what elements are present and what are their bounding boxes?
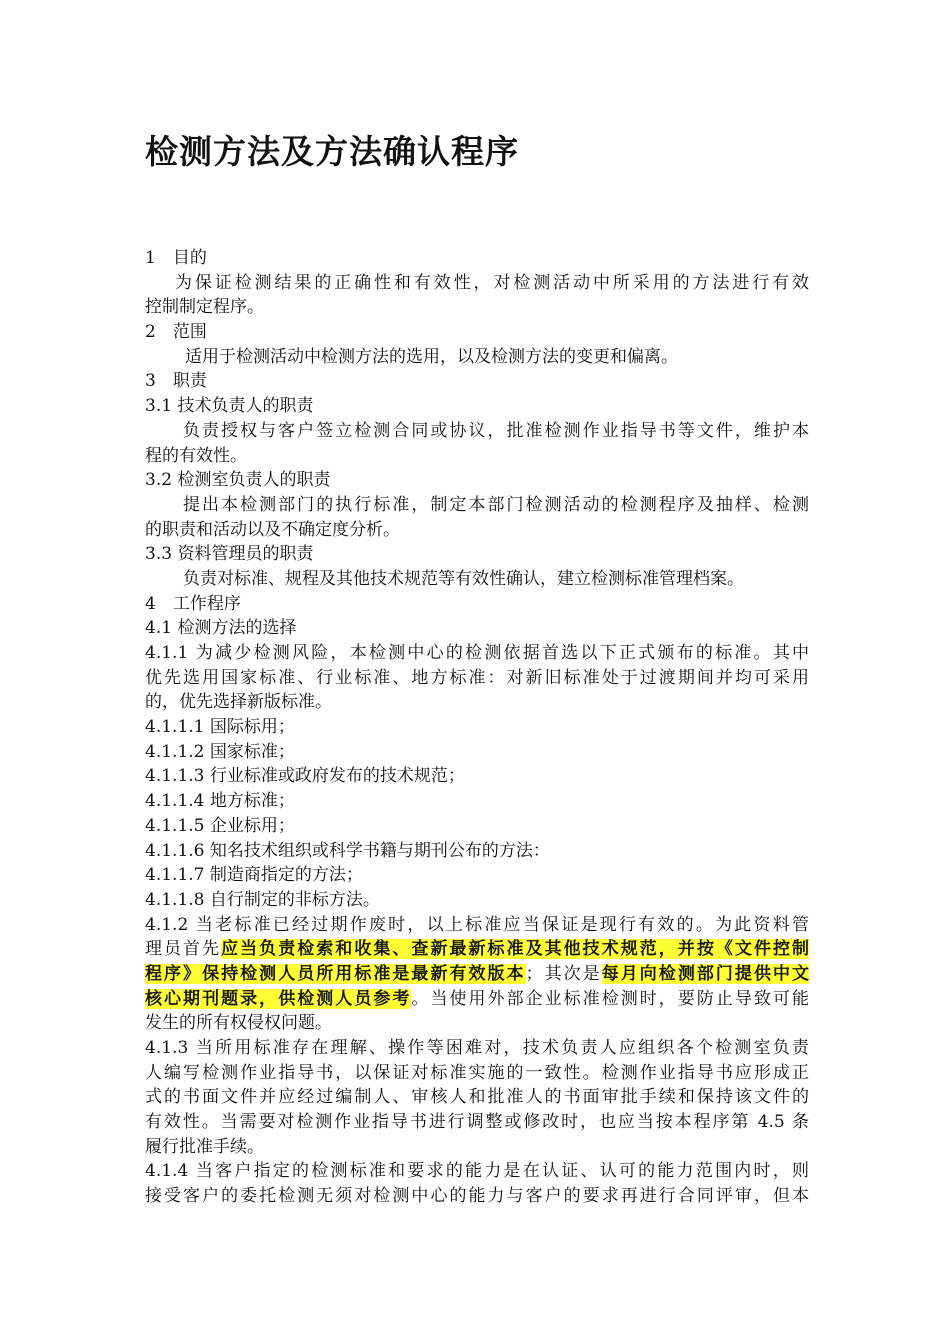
list-item: 4.1.1.8 自行制定的非标方法。 xyxy=(145,889,380,910)
paragraph-line: 的，优先选择新版标准。 xyxy=(145,692,332,713)
subsection-heading: 3.3 资料管理员的职责 xyxy=(145,544,314,565)
subsection-heading: 3.2 检测室负责人的职责 xyxy=(145,470,331,491)
paragraph-line xyxy=(145,937,809,962)
paragraph-line: 发生的所有权侵权问题。 xyxy=(145,1013,332,1034)
paragraph-line: 负责授权与客户签立检测合同或协议，批准检测作业指导书等文件，维护本 xyxy=(183,420,809,441)
list-item: 4.1.1.1 国际标用； xyxy=(145,717,295,738)
section-heading: 2 范围 xyxy=(145,322,207,343)
paragraph-line: 履行批准手续。 xyxy=(145,1136,264,1157)
subsection-heading: 4.1 检测方法的选择 xyxy=(145,618,297,639)
subsection-heading: 3.1 技术负责人的职责 xyxy=(145,396,314,417)
section-heading: 3 职责 xyxy=(145,371,207,392)
text-run: 。当使用外部企业标准检测时，要防止导致可能 xyxy=(411,988,809,1009)
paragraph-line: 的职责和活动以及不确定度分析。 xyxy=(145,519,400,540)
paragraph-line: 4.1.3 当所用标准存在理解、操作等困难对，技术负责人应组织各个检测室负责 xyxy=(145,1038,809,1058)
paragraph-line: 控制制定程序。 xyxy=(145,297,264,318)
list-item: 4.1.1.7 制造商指定的方法； xyxy=(145,865,363,886)
section-heading: 4 工作程序 xyxy=(145,593,241,614)
list-item: 4.1.1.5 企业标用； xyxy=(145,815,295,836)
paragraph-line xyxy=(145,987,809,1012)
document-body xyxy=(145,246,809,1209)
highlighted-text: 应当负责检索和收集、查新最新标准及其他技术规范，并按《文件控制 xyxy=(221,939,809,960)
paragraph-line: 适用于检测活动中检测方法的选用，以及检测方法的变更和偏离。 xyxy=(185,346,678,367)
paragraph-line xyxy=(145,962,809,987)
paragraph-line: 负责对标准、规程及其他技术规范等有效性确认，建立检测标准管理档案。 xyxy=(183,568,744,589)
paragraph-line: 接受客户的委托检测无须对检测中心的能力与客户的要求再进行合同评审，但本 xyxy=(145,1186,809,1207)
paragraph-line: 4.1.1 为减少检测风险，本检测中心的检测依据首选以下正式颁布的标准。其中 xyxy=(145,643,809,663)
highlighted-text: 核心期刊题录，供检测人员参考 xyxy=(145,988,412,1009)
list-item: 4.1.1.2 国家标准； xyxy=(145,741,295,762)
highlighted-text: 每月向检测部门提供中文 xyxy=(601,963,809,984)
paragraph-line: 优先选用国家标准、行业标准、地方标准：对新旧标准处于过渡期间并均可采用 xyxy=(145,667,809,688)
paragraph-line: 为保证检测结果的正确性和有效性，对检测活动中所采用的方法进行有效 xyxy=(175,272,809,293)
highlighted-text: 程序》保持检测人员所用标准是最新有效版本 xyxy=(145,963,526,984)
list-item: 4.1.1.3 行业标准或政府发布的技术规范； xyxy=(145,766,465,787)
paragraph-line: 人编写检测作业指导书，以保证对标准实施的一致性。检测作业指导书应形成正 xyxy=(145,1062,809,1083)
paragraph-line: 4.1.4 当客户指定的检测标准和要求的能力是在认证、认可的能力范围内时，则 xyxy=(145,1161,809,1182)
text-run: 理员首先 xyxy=(145,939,222,960)
text-run: ；其次是 xyxy=(525,963,602,984)
list-item: 4.1.1.4 地方标准； xyxy=(145,791,295,812)
paragraph-line: 4.1.2 当老标准已经过期作废时，以上标准应当保证是现行有效的。为此资料管 xyxy=(145,914,809,935)
paragraph-line: 提出本检测部门的执行标准，制定本部门检测活动的检测程序及抽样、检测 xyxy=(183,494,809,515)
list-item: 4.1.1.6 知名技术组织或科学书籍与期刊公布的方法： xyxy=(145,840,550,861)
document-title: 检测方法及方法确认程序 xyxy=(145,132,519,171)
paragraph-line: 程的有效性。 xyxy=(145,445,247,466)
paragraph-line: 有效性。当需要对检测作业指导书进行调整或修改时，也应当按本程序第 4.5 条 xyxy=(145,1112,809,1133)
section-heading: 1 目的 xyxy=(145,248,207,268)
paragraph-line: 式的书面文件并应经过编制人、审核人和批准人的书面审批手续和保持该文件的 xyxy=(145,1087,809,1108)
